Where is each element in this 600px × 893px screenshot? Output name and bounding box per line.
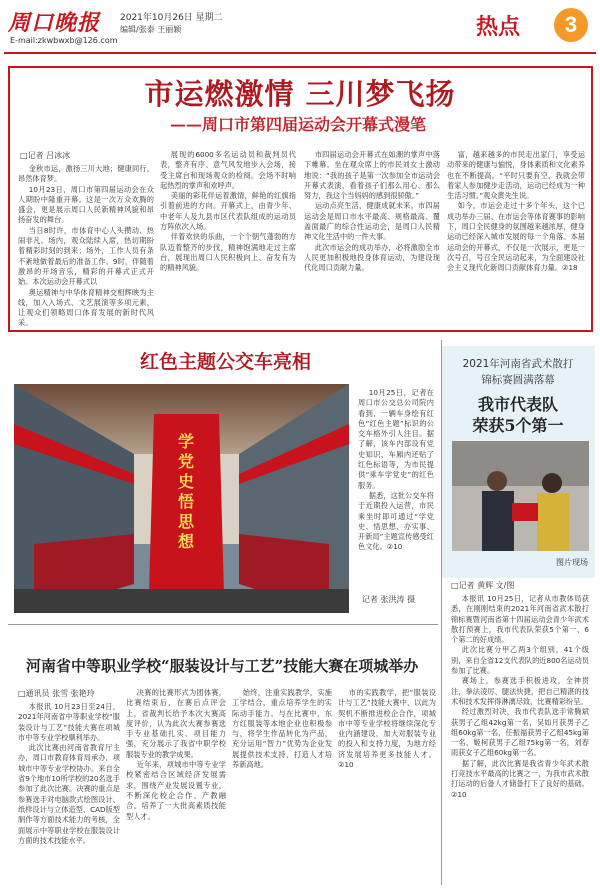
paragraph: 始终，注重实践教学，实施工学结合，重点培养学生的实际动手能力。与在比赛中，东方红服装等本地企业也积极参与，将学生作品转化为产品，充分运用“智力”优势为企业发展提供技术支持，打造人才培养新高地。: [232, 688, 332, 770]
lead-column-1: [18, 164, 154, 328]
bus-headline: 红色主题公交车亮相: [140, 351, 312, 373]
fashion-headline: 河南省中等职业学校“服装设计与工艺”技能大赛在项城举办: [26, 657, 419, 675]
paragraph: 如今，市运会走过十多个年头，这个已成功举办三届、在市运会等体育赛事的影响下，周口全民健身的氛围越来越浓厚，健身运动已经深入城市发展的每一个角落。本届运动会的开幕式，不仅是一次展示，更是一次号召，号召全民运动起来，为全面建设社会主义现代化新周口贡献体育力量。②18: [447, 201, 585, 273]
paragraph: 决赛的比赛形式为团体赛，比赛结束后，在赛后点评会上，省裁判长给予本次大赛高度评价，认为此次大赛参赛选手专业基础扎实、项目能力强，充分展示了我省中职学校服装专业的教学成果。: [126, 688, 226, 759]
paragraph: 本报讯 10月23日至24日，2021年河南省中等职业学校“服装设计与工艺”技能大赛在项城市中等专业学校顺利举办。: [18, 702, 120, 742]
page-number-badge: 3: [554, 8, 588, 42]
bus-interior-photo: [14, 384, 349, 613]
bus-article-text: [358, 388, 434, 584]
fashion-column-2: [126, 688, 226, 886]
section-divider: [8, 624, 438, 625]
paragraph: 本报讯 10月25日，记者从市教体局获悉，在刚刚结束的2021年河南省武术散打锦标赛暨河南省第十四届运动会青少年武术散打预赛上，我市代表队荣获5个第一、6个第二的好成绩。: [451, 594, 589, 645]
paragraph: 市四届运动会开幕式在如潮的掌声中落下帷幕。坐在观众席上的市民刘女士激动地说：“我的孩子是第一次参加全市运动会开幕式表演，看着孩子们那么用心、那么努力，我这个当妈妈的感到很骄傲。”: [304, 150, 440, 201]
lead-subhead: ——周口市第四届运动会开幕式漫笔: [170, 115, 427, 134]
lead-column-3: [304, 150, 440, 328]
paragraph: 美丽的彩花伴运着激情，鲜艳的红旗指引着前进的方向。开幕式上，由青少年、中老年人及九县市区代表队组成的运动员方阵依次入场。: [160, 191, 296, 232]
column-divider: [441, 340, 442, 885]
lead-column-4: [447, 150, 585, 328]
paragraph: 此次比赛由河南省教育厅主办，周口市教育体育局承办，项城市中等专业学校协办。来自全省9个地市10所学校的20名选手参加了此次比赛。决赛的重点是参赛选手对电脑款式绘图设计、纸样设计与立体造型、CAD版型制作等方面技术能力的考核，全面展示中等职业学校在服装设计方面的技术技能水平。: [18, 743, 120, 845]
lead-column-2: [160, 150, 296, 328]
fashion-column-4: [338, 688, 436, 886]
bus-photo-credit: 记者 张洪涛 摄: [362, 595, 416, 604]
paragraph: 当日8时许，市体育中心人头攒动、热闹非凡。场内，观众陆续入席，热切期盼着精彩时刻的到来；场外，工作人员有条不紊地做着最后的准备工作。9时，伴随着激昂的开场音乐，精彩的开幕式正式开始。本次运动会开幕式以: [18, 225, 154, 287]
lead-byline: □记者 吕冰冰: [20, 151, 71, 160]
wushu-photo-image: [452, 441, 589, 551]
paragraph: 据了解，此次比赛是我省青少年武术散打竞技水平最高的比赛之一，为我市武术散打运动的后备人才储备打下了良好的基础。②10: [451, 758, 589, 799]
paragraph: 10月25日，记者在周口市公交总公司院内看到，一辆车身绘有红色“红色主题”标识的公交车格外引人注目。据了解，该车内部设有党史知识、车厢内还贴了红色标语等，为市民提供“乘车学党史”的红色服务。: [358, 388, 434, 490]
wushu-headline-2: 荣获5个第一: [472, 416, 564, 435]
paragraph: 经过激烈对决，我市代表队选手常腾斌获男子乙组42kg第一名，吴如月获男子乙组60kg第一名，任振福获男子乙组45kg第一名，姬柯获男子乙组75kg第一名，刘春雨获女子乙组60kg第一名。: [451, 707, 589, 758]
wushu-photo-caption: 图片现场: [556, 558, 588, 567]
paragraph: 展现的6000多名运动员和裁判员代表，整齐有序、意气风发地步入会场，接受主席台和现场观众的检阅。会场不时响起热烈的掌声和欢呼声。: [160, 150, 296, 190]
wushu-kicker-1: 2021年河南省武术散打: [462, 358, 574, 370]
fashion-column-3: [232, 688, 332, 886]
paragraph: 伴着欢快的乐曲，一个个朝气蓬勃的方队迈着整齐的步伐，精神饱满地走过主席台，展现出周口人民积极向上、奋发有为的精神风貌。: [160, 232, 296, 273]
paragraph: 据悉，这批公交车将于近期投入运营，市民乘坐时即可通过“学党史、悟思想、办实事、开新局”主题宣传感受红色文化。②10: [358, 490, 434, 552]
paragraph: 运动点亮生活，健康成就未来。市四届运动会是周口市水平最高、规格最高、覆盖面最广的综合性运动会，是周口人民精神文化生活中的一件大事。: [304, 201, 440, 242]
paragraph: 近年来，项城市中等专业学校紧密结合区域经济发展需求，围绕产业发展设置专业，不断深化校企合作、产教融合，培养了一大批高素质技能型人才。: [126, 760, 226, 821]
wushu-article-text: [451, 594, 589, 886]
wushu-kicker-2: 锦标赛圆满落幕: [481, 374, 555, 386]
wushu-byline: □记者 黄辉 文/图: [451, 581, 515, 590]
wushu-award-photo: [452, 441, 589, 551]
paragraph: 此次比赛分甲乙两3个组别，41个级别，来自全省12支代表队的近800名运动员参加了比赛。: [451, 645, 589, 676]
paragraph: 此次市运会的成功举办，必将激励全市人民更加积极地投身体育运动，为建设现代化周口贡献力量。: [304, 242, 440, 273]
masthead-divider: [4, 52, 596, 54]
paragraph: 赛场上，参赛选手积极进攻，全神贯注，拳法凌厉、腿法快捷，把自己精湛的技术和技术发挥得淋漓尽致，比赛精彩纷呈。: [451, 676, 589, 706]
section-title: 热点: [476, 14, 521, 40]
paragraph: 金秋市运，激扬三川大地；健康同行，昂然体育梦。: [18, 164, 154, 184]
masthead: [0, 0, 600, 62]
issue-date: 2021年10月26日 星期二: [120, 13, 223, 23]
paragraph: 10月23日，周口市第四届运动会在众人期盼中隆重开幕。这是一次万众欢腾的盛会，更是展示周口人民新精神风貌和昂扬奋发的舞台。: [18, 184, 154, 225]
bus-banner-slogan: 学党史 悟思想: [178, 432, 195, 551]
fashion-byline: □通讯员 张雪 张艳玲: [18, 689, 95, 698]
editors: 编辑/张泰 王丽颖: [120, 25, 182, 34]
paragraph: 富，越来越多的市民走出家门，享受运动带来的健康与愉悦，身体素质和文化素养也在不断提高。“平时只要有空，我就会带着家人参加健步走活动，运动已经成为一种生活习惯。”观众黄先生说。: [447, 150, 585, 201]
contact-email: E-mail:zkwbwxb@126.com: [10, 36, 118, 45]
paragraph: 市的实践教学，把“服装设计与工艺”技能大赛中，以此为契机不断推进校企合作，项城市中等专业学校将继续深化专业内涵建设，加大对服装专业的投入和支持力度，为地方经济发展培养更多技能人才。②10: [338, 688, 436, 770]
lead-headline: 市运燃激情 三川梦飞扬: [144, 77, 456, 111]
newspaper-logo: 周口晚报: [8, 10, 101, 36]
paragraph: 奥运精神与中华体育精神交相辉映为主线，加入入场式、文艺展演等多项元素，让观众们领略周口体育发展的新时代风采。: [18, 287, 154, 328]
fashion-column-1: [18, 702, 120, 886]
wushu-headline-1: 我市代表队: [477, 395, 558, 414]
